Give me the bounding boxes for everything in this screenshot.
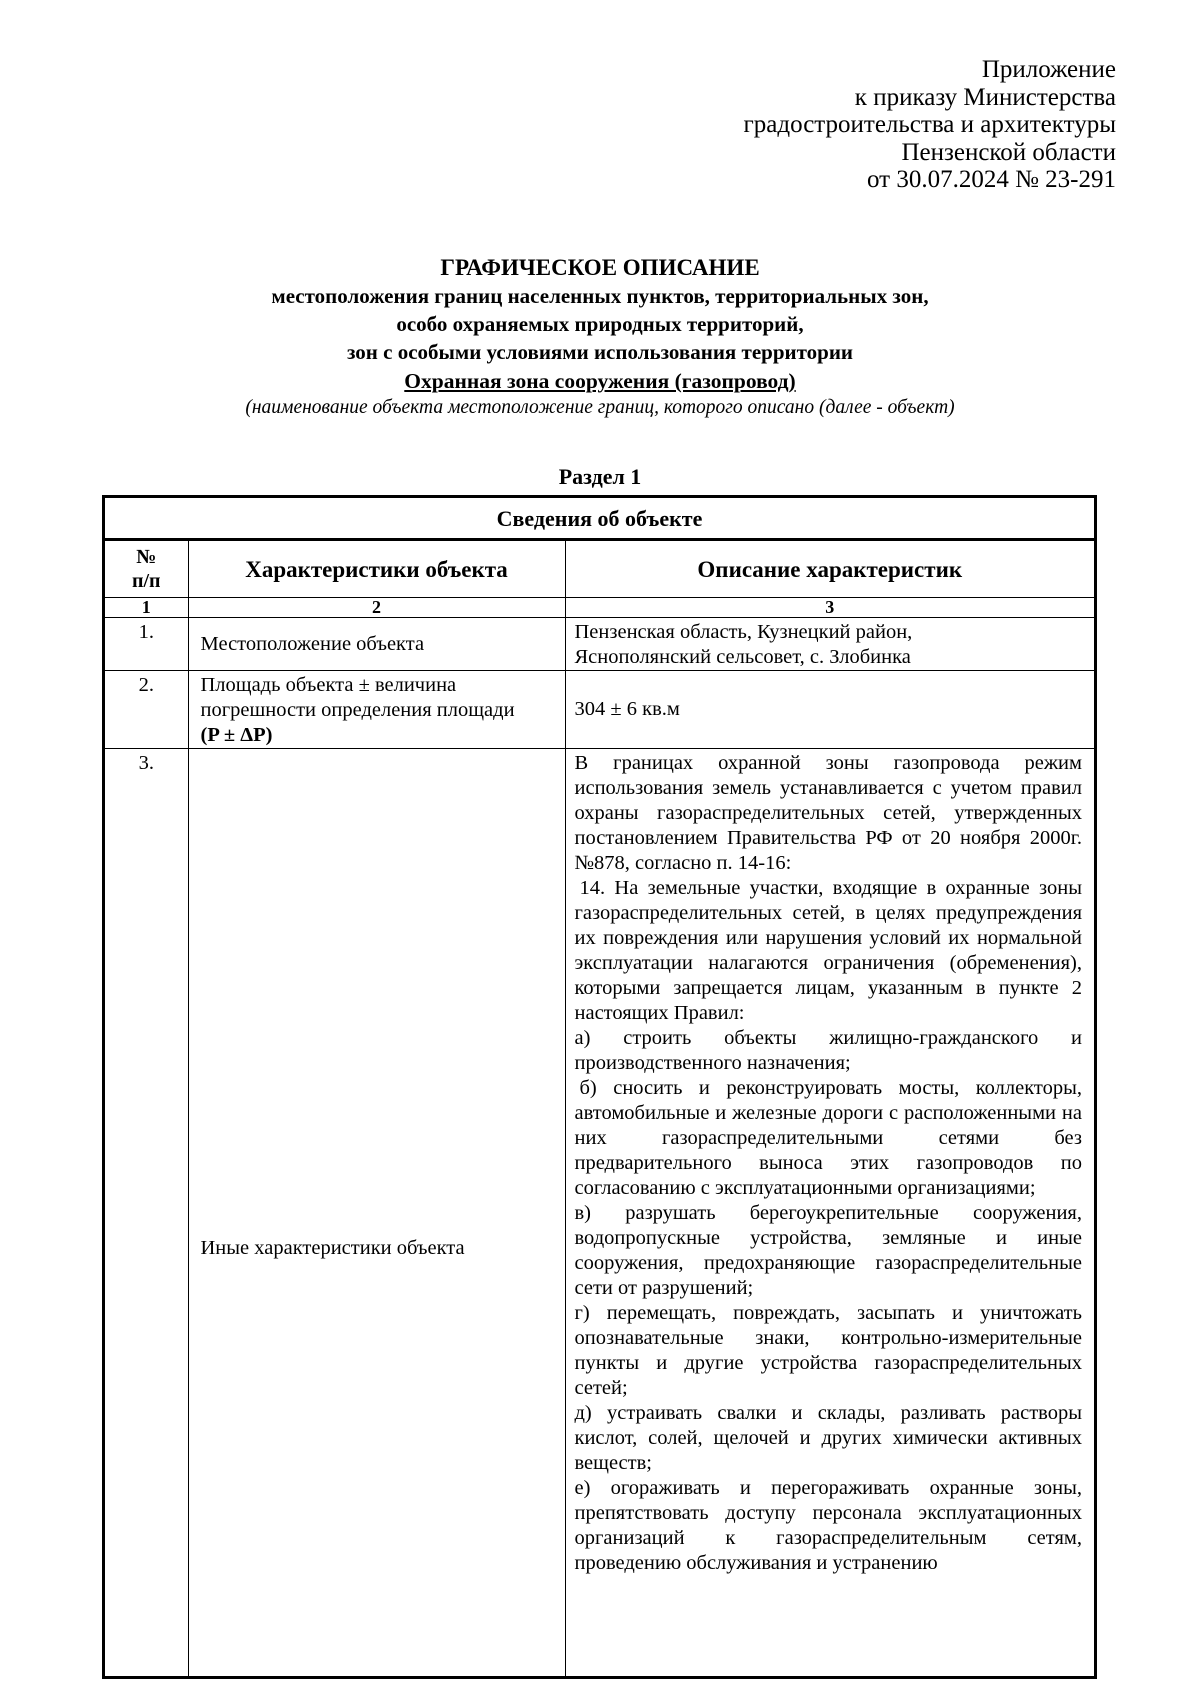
table-header-row: [105, 540, 1094, 598]
annex-block: [744, 56, 1116, 194]
document-header: [100, 254, 1100, 420]
section-title: Раздел 1: [558, 464, 642, 489]
description-paragraph: а) строить объекты жилищно-гражданского и производственного назначения;: [574, 1027, 1082, 1074]
column-index: 3: [565, 598, 1094, 618]
row-description: [565, 618, 1094, 671]
description-paragraph: д) устраивать свалки и склады, разливать растворы кислот, солей, щелочей и других химически активных веществ;: [574, 1402, 1082, 1474]
table-caption: Сведения об объекте: [105, 498, 1094, 540]
annex-line: от 30.07.2024 № 23-291: [866, 166, 1116, 193]
column-header-num-line: п/п: [131, 570, 161, 592]
column-index: 2: [188, 598, 565, 618]
subtitle-line: местоположения границ населенных пунктов, территориальных зон,: [271, 284, 929, 308]
table-row: [105, 671, 1094, 749]
document-title: ГРАФИЧЕСКОЕ ОПИСАНИЕ: [440, 255, 760, 280]
subtitle-line: зон с особыми условиями использования территории: [346, 340, 854, 364]
annex-line: Пензенской области: [901, 138, 1116, 166]
annex-line: к приказу Министерства: [854, 83, 1116, 111]
description-line: Яснополянский сельсовет, с. Злобинка: [574, 646, 911, 668]
column-index-row: [105, 598, 1094, 618]
characteristic-line: Площадь объекта ± величина: [200, 674, 457, 696]
object-info-table: [102, 495, 1097, 1679]
row-characteristic: [188, 671, 565, 749]
column-header-description: Описание характеристик: [565, 540, 1094, 598]
object-name: Охранная зона сооружения (газопровод): [404, 369, 796, 393]
row-description: [565, 749, 1094, 1680]
table-row: [105, 749, 1094, 1680]
column-header-num-line: №: [136, 546, 157, 568]
description-line: Пензенская область, Кузнецкий район,: [574, 621, 913, 643]
row-number: 3.: [105, 749, 188, 1680]
column-header-characteristic: Характеристики объекта: [188, 540, 565, 598]
row-characteristic: Местоположение объекта: [188, 618, 565, 671]
annex-line: градостроительства и архитектуры: [743, 111, 1116, 138]
row-description: 304 ± 6 кв.м: [565, 671, 1094, 749]
area-formula: (P ± ΔP): [200, 724, 273, 746]
description-paragraph: 14. На земельные участки, входящие в охранные зоны газораспределительных сетей, в целях предупреждения их повреждения или нарушения условий их нормальной эксплуатации налагаются ограничения (обременения), которыми запрещается лицам, указанным в пункте 2 настоящих Правил:: [574, 877, 1082, 1024]
description-paragraph: в) разрушать берегоукрепительные сооружения, водопропускные устройства, земляные и иные сооружения, предохраняющие газораспределительные сети от разрушений;: [574, 1202, 1082, 1299]
description-paragraph: б) сносить и реконструировать мосты, коллекторы, автомобильные и железные дороги с расположенными на них газораспределительными сетями без предварительного выноса этих газопроводов по согласованию с эксплуатационными организациями;: [574, 1077, 1082, 1199]
object-hint: (наименование объекта местоположение границ, которого описано (далее - объект): [245, 397, 955, 418]
description-paragraph: г) перемещать, повреждать, засыпать и уничтожать опознавательные знаки, контрольно-измерительные пункты и другие устройства газораспределительных сетей;: [574, 1302, 1082, 1399]
row-characteristic: Иные характеристики объекта: [188, 749, 565, 1680]
row-number: 1.: [105, 618, 188, 671]
subtitle-line: особо охраняемых природных территорий,: [396, 312, 804, 336]
characteristic-line: погрешности определения площади: [200, 699, 515, 721]
description-paragraph: е) огораживать и перегораживать охранные зоны, препятствовать доступу персонала эксплуатационных организаций к газораспределительным сетям, проведению обслуживания и устранению: [574, 1477, 1082, 1574]
table-caption-row: [105, 498, 1094, 540]
table-row: [105, 618, 1094, 671]
row-number: 2.: [105, 671, 188, 749]
annex-line: Приложение: [981, 56, 1116, 83]
column-header-num: [105, 540, 188, 598]
description-paragraph: В границах охранной зоны газопровода режим использования земель устанавливается с учетом правил охраны газораспределительных сетей, утвержденных постановлением Правительства РФ от 20 ноября 2000г. №878, согласно п. 14-16:: [574, 752, 1082, 874]
column-index: 1: [105, 598, 188, 618]
